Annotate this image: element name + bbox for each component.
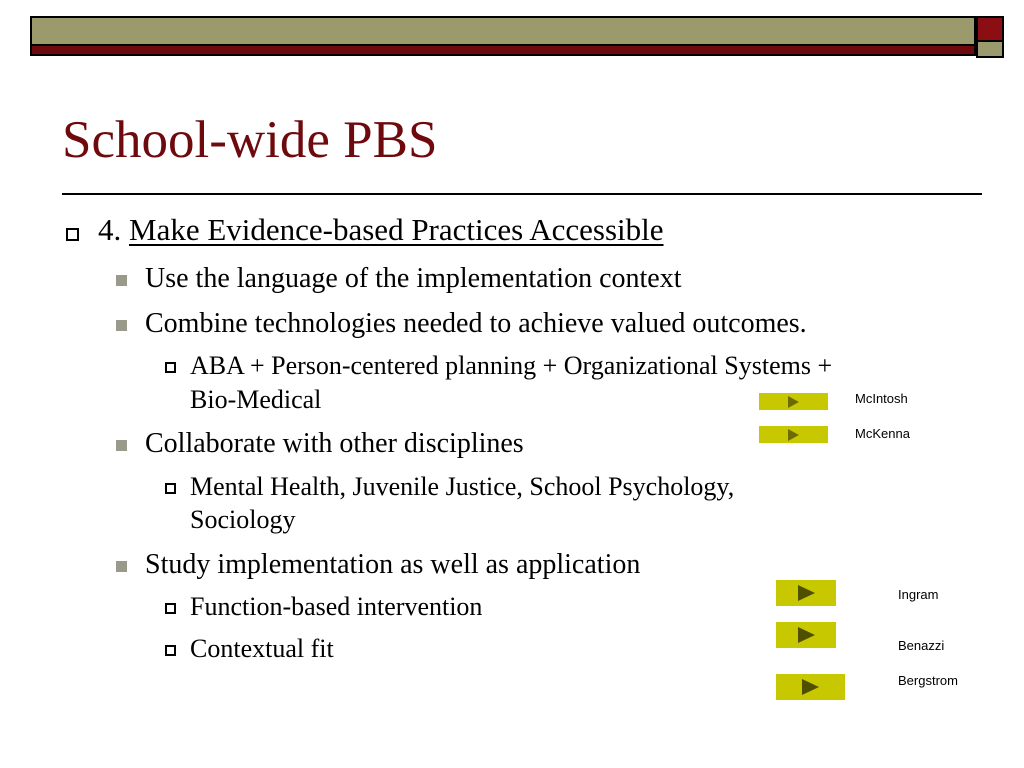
heading-item (98, 212, 664, 248)
bullet-language: Use the language of the implementation context (145, 263, 682, 294)
sub-bullet-aba-line2: Bio-Medical (190, 385, 322, 414)
mckenna-label: McKenna (855, 426, 910, 441)
header-corner-red-square (976, 16, 1004, 42)
filled-square-bullet-icon (116, 320, 127, 331)
header-corner-olive-square (976, 40, 1004, 58)
ingram-play-button[interactable] (776, 580, 836, 606)
heading-text: Make Evidence-based Practices Accessible (129, 212, 664, 247)
benazzi-play-button[interactable] (776, 622, 836, 648)
play-icon (788, 396, 799, 408)
sub-bullet-function-based: Function-based intervention (190, 592, 483, 621)
bergstrom-play-button[interactable] (776, 674, 845, 700)
mcintosh-play-button[interactable] (759, 393, 828, 410)
title-divider (62, 193, 982, 195)
hollow-square-bullet-icon (165, 603, 176, 614)
bullet-collaborate: Collaborate with other disciplines (145, 428, 524, 459)
play-icon (802, 679, 819, 695)
hollow-square-bullet-icon (165, 362, 176, 373)
hollow-square-bullet-icon (165, 645, 176, 656)
filled-square-bullet-icon (116, 275, 127, 286)
benazzi-label: Benazzi (898, 638, 945, 653)
play-icon (788, 429, 799, 441)
bergstrom-label: Bergstrom (898, 673, 958, 688)
hollow-square-bullet-icon (165, 483, 176, 494)
play-icon (798, 585, 815, 601)
filled-square-bullet-icon (116, 440, 127, 451)
sub-bullet-disciplines-line2: Sociology (190, 505, 296, 534)
mcintosh-label: McIntosh (855, 391, 908, 406)
bullet-combine-technologies: Combine technologies needed to achieve valued outcomes. (145, 308, 807, 339)
header-bar-olive-stripe (32, 18, 974, 46)
slide-title: School-wide PBS (62, 111, 438, 169)
heading-number: 4. (98, 212, 122, 247)
sub-bullet-contextual-fit: Contextual fit (190, 634, 334, 663)
filled-square-bullet-icon (116, 561, 127, 572)
sub-bullet-aba-line1: ABA + Person-centered planning + Organizational Systems + (190, 351, 833, 380)
mckenna-play-button[interactable] (759, 426, 828, 443)
play-icon (798, 627, 815, 643)
header-bar (30, 16, 976, 56)
ingram-label: Ingram (898, 587, 939, 602)
bullet-study-implementation: Study implementation as well as application (145, 549, 641, 580)
hollow-square-bullet-icon (66, 228, 79, 241)
sub-bullet-disciplines-line1: Mental Health, Juvenile Justice, School Psychology, (190, 472, 735, 501)
